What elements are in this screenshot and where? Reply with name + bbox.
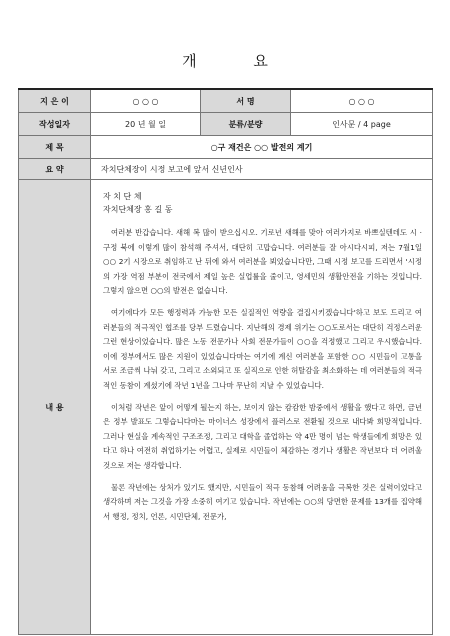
- sign-value: ○ ○ ○: [291, 89, 433, 113]
- content-row: [19, 180, 433, 635]
- category-label: 분류/분량: [201, 113, 291, 136]
- summary-row: [19, 159, 433, 180]
- greeting-line-2: 자치단체장 홍 길 동: [103, 205, 173, 214]
- greeting-block: [103, 190, 422, 216]
- summary-value: 자치단체장이 시정 보고에 앞서 신년인사: [91, 159, 433, 180]
- sign-label: 서 명: [201, 89, 291, 113]
- date-label: 작성일자: [19, 113, 91, 136]
- author-row: [19, 89, 433, 113]
- summary-label: 요 약: [19, 159, 91, 180]
- greeting-line-1: 자 치 단 체: [103, 192, 142, 201]
- date-row: [19, 113, 433, 136]
- paragraph-4: 물론 작년에는 상처가 있기도 했지만, 시민들이 적극 동참해 어려움을 극복한 것은 실력이었다고 생각하며 저는 그것을 가장 소중히 여기고 있습니다. 작년에는 ○○의 당면한 문제를 13개를 집약해서 행정, 정치, 언론, 시민단체, 전문가,: [103, 482, 422, 521]
- author-value: ○ ○ ○: [91, 89, 201, 113]
- author-label: 지 은 이: [19, 89, 91, 113]
- content-label: 내 용: [19, 180, 91, 635]
- paragraph-2: 여기에다가 모든 행정력과 가능한 모든 실질적인 역량을 결집시키겠습니다'하고 보도 드리고 여러분들의 적극적인 협조를 당부 드렸습니다. 지난해의 경제 위기는 ○○도로서는 대단히 걱정스러운 그런 현상이었습니다. 많은 노동 전문가나 사회 전문가들이 ○○을 걱정했고 그리고 우시했습니다. 이에 정부에서도 많은 지원이 있었습니다마는 여기에 계신 여러분을 포함한 ○○ 시민들이 고통을 서로 조금씩 나눠 갖고, 그리고 소외되고 또 실직으로 인한 허탈감을 최소화하는 데 여러분들의 적극적인 동참이 계셨기에 작년 1년을 그나마 무난히 지날 수 있었습니다.: [103, 307, 422, 390]
- document-title: 개 요: [182, 52, 294, 70]
- content-body: [91, 180, 433, 635]
- title-label: 제 목: [19, 136, 91, 159]
- title-value: ○구 재건은 ○○ 발전의 계기: [91, 136, 433, 159]
- category-value: 인사문 / 4 page: [291, 113, 433, 136]
- date-value: 20 년 월 일: [91, 113, 201, 136]
- title-row: [19, 136, 433, 159]
- summary-form-table: [18, 88, 433, 635]
- paragraph-1: 여러분 반갑습니다. 새해 복 많이 받으십시오. 기로년 새해를 맞아 여러가지로 바쁘실텐데도 시 · 구정 북에 이렇게 많이 참석해 주셔서, 대단히 고맙습니다. 여러분들 잘 아시다시피, 저는 7월1일 ○○ 2기 시장으로 취임하고 난 뒤에 와서 여러분을 뵈었습니다만, 그때 시정 보고를 드리면서 '시정의 가장 역점 부분이 전국에서 제일 높은 실업률을 줄이고, 영세민의 생활안전을 기하는 것입니다. 그렇지 않으면 ○○의 발전은 없습니다.: [103, 228, 422, 296]
- paragraph-3: 이처럼 작년은 앞이 어떻게 될는지 하는, 보이지 않는 캄캄한 밤중에서 생활을 했다고 하면, 금년은 정부 발표도 그렇습니다마는 마이너스 성장에서 플러스로 전환될 것으로 내다봐 희망적입니다. 그러나 현실을 계속적인 구조조정, 그리고 대학을 졸업하는 약 4만 명이 넘는 학생들에게 희망은 있다고 하나 여전히 취업하기는 어렵고, 실제로 시민들이 체감하는 경기나 생활은 작년보다 더 어려울 것으로 저는 생각합니다.: [103, 402, 422, 470]
